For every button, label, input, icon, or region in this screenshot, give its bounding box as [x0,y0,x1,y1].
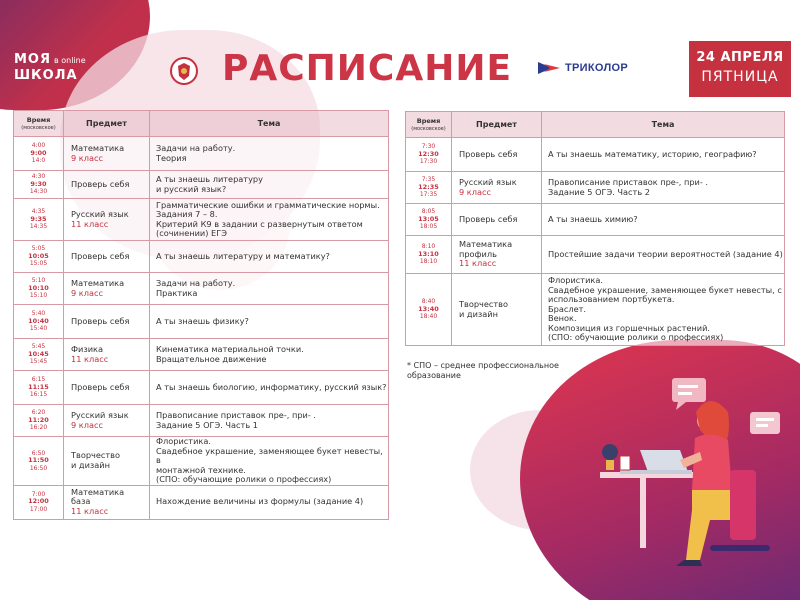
header-subject: Предмет [64,111,150,137]
time-cell: 8:05 13:05 18:05 [406,204,452,236]
time-cell: 5:40 10:40 15:40 [14,305,64,339]
time-cell: 5:05 10:05 15:05 [14,241,64,273]
topic-cell: Задачи на работу. Теория [150,137,389,171]
time-cell: 4:30 9:30 14:30 [14,171,64,199]
topic-cell: А ты знаешь химию? [542,204,785,236]
schedule-row [406,204,785,236]
topic-cell: Нахождение величины из формулы (задание 4) [150,485,389,519]
topic-cell: А ты знаешь физику? [150,305,389,339]
header-time: Время (московское) [14,111,64,137]
subject-cell: Творчество и дизайн [452,274,542,346]
student-laptop-illustration [560,360,800,600]
subject-cell: Математика база 11 класс [64,485,150,519]
time-cell: 4:00 9:00 14:0 [14,137,64,171]
topic-cell: Простейшие задачи теории вероятностей (задание 4) [542,236,785,274]
time-cell: 5:45 10:45 15:45 [14,339,64,371]
page-title: РАСПИСАНИЕ [222,48,513,89]
chat-bubble-icon [672,378,706,402]
schedule-table-right [405,111,785,346]
subject-cell: Математика 9 класс [64,137,150,171]
time-cell: 7:00 12:00 17:00 [14,485,64,519]
time-cell: 6:50 11:50 16:50 [14,437,64,486]
schedule-row [406,236,785,274]
time-cell: 7:30 12:30 17:30 [406,138,452,172]
subject-cell: Физика 11 класс [64,339,150,371]
time-cell: 8:40 13:40 18:40 [406,274,452,346]
topic-cell: Кинематика материальной точки. Вращательное движение [150,339,389,371]
time-cell: 8:10 13:10 18:10 [406,236,452,274]
subject-cell: Проверь себя [64,241,150,273]
subject-cell: Математика профиль 11 класс [452,236,542,274]
schedule-row [14,437,389,486]
schedule-row [406,274,785,346]
schedule-row [14,137,389,171]
schedule-row [14,305,389,339]
subject-cell: Проверь себя [64,371,150,405]
time-cell: 4:35 9:35 14:35 [14,199,64,241]
subject-cell: Математика 9 класс [64,273,150,305]
subject-cell: Русский язык 9 класс [452,172,542,204]
subject-cell: Творчество и дизайн [64,437,150,486]
schedule-row [14,171,389,199]
schedule-row [14,241,389,273]
time-cell: 6:20 11:20 16:20 [14,405,64,437]
schedule-row [406,138,785,172]
header-subject: Предмет [452,112,542,138]
schedule-row [14,371,389,405]
topic-cell: Грамматические ошибки и грамматические нормы. Задания 7 – 8. Критерий К9 в задании с развернутым ответом (сочинении) ЕГЭ [150,199,389,241]
header-time: Время (московское) [406,112,452,138]
subject-cell: Русский язык 11 класс [64,199,150,241]
tricolor-logo-icon [538,60,562,76]
subject-cell: Проверь себя [452,204,542,236]
tricolor-logo: ТРИКОЛОР [538,60,628,76]
brand-logo: МОЯ в online ШКОЛА [14,52,86,83]
subject-cell: Проверь себя [452,138,542,172]
footnote: * СПО – среднее профессиональное образование [407,361,559,380]
header-topic: Тема [542,112,785,138]
schedule-row [14,405,389,437]
topic-cell: Правописание приставок пре-, при- . Задание 5 ОГЭ. Часть 1 [150,405,389,437]
topic-cell: Задачи на работу. Практика [150,273,389,305]
schedule-row [14,199,389,241]
schedule-row [14,273,389,305]
schedule-row [14,485,389,519]
subject-cell: Проверь себя [64,305,150,339]
topic-cell: Правописание приставок пре-, при- . Задание 5 ОГЭ. Часть 2 [542,172,785,204]
date-badge: 24 АПРЕЛЯ ПЯТНИЦА [689,41,791,97]
topic-cell: Флористика. Свадебное украшение, заменяющее букет невесты, с использованием портбукета. Браслет. Венок. Композиция из горшечных растений. (СПО: обучающие ролики о профессиях) [542,274,785,346]
topic-cell: А ты знаешь математику, историю, географию? [542,138,785,172]
schedule-row [406,172,785,204]
time-cell: 6:15 11:15 16:15 [14,371,64,405]
subject-cell: Проверь себя [64,171,150,199]
time-cell: 5:10 10:10 15:10 [14,273,64,305]
topic-cell: А ты знаешь литературу и русский язык? [150,171,389,199]
schedule-table-left [13,110,389,520]
emblem-icon [169,56,199,86]
schedule-row [14,339,389,371]
topic-cell: Флористика. Свадебное украшение, заменяющее букет невесты, в монтажной технике. (СПО: обучающие ролики о профессиях) [150,437,389,486]
subject-cell: Русский язык 9 класс [64,405,150,437]
header-topic: Тема [150,111,389,137]
topic-cell: А ты знаешь литературу и математику? [150,241,389,273]
time-cell: 7:35 12:35 17:35 [406,172,452,204]
topic-cell: А ты знаешь биологию, информатику, русский язык? [150,371,389,405]
